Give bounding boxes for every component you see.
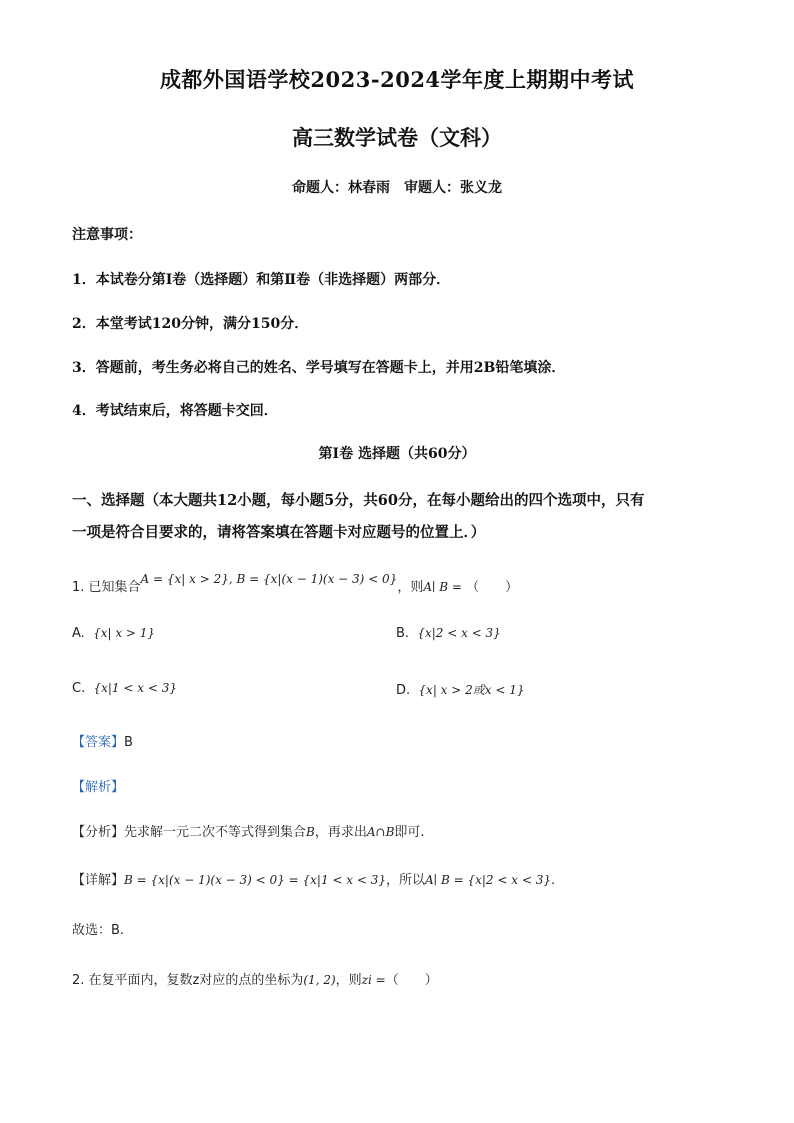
- notice-item-2: 2．本堂考试120分钟，满分150分．: [72, 316, 309, 332]
- answer-value: B: [124, 735, 133, 750]
- section-instruction-line-1: 一、选择题（本大题共12小题，每小题5分，共60分，在每小题给出的四个选项中，只有: [72, 492, 645, 509]
- q1-option-d: D. {x| x > 2或x < 1}: [396, 683, 525, 698]
- notice-heading: 注意事项：: [72, 227, 142, 243]
- question-1-prefix: 1. 已知集合: [72, 580, 141, 595]
- q1-option-d-value: {x| x > 2或x < 1}: [418, 683, 525, 697]
- question-1: [72, 572, 519, 595]
- question-2: 2. 在复平面内，复数z对应的点的坐标为(1, 2)，则zi =（ ）: [72, 973, 438, 988]
- question-1-sets: A = {x| x > 2}, B = {x|(x − 1)(x − 3) < 0}: [140, 572, 398, 586]
- section-heading: 第Ⅰ卷 选择题（共60分）: [318, 446, 476, 462]
- section-instruction-line-2: 一项是符合目要求的，请将答案填在答题卡对应题号的位置上．）: [72, 524, 486, 541]
- q1-option-b-value: {x|2 < x < 3}: [417, 626, 501, 640]
- q1-option-c: C. {x|1 < x < 3}: [72, 681, 177, 696]
- q1-option-a: A. {x| x > 1}: [72, 626, 156, 641]
- question-2-coord: (1, 2): [303, 973, 336, 987]
- q1-answer: [72, 731, 133, 750]
- question-2-expr: zi =: [361, 973, 386, 987]
- question-1-expr: A∣ B =: [423, 580, 462, 594]
- notice-item-1: 1．本试卷分第Ⅰ卷（选择题）和第Ⅱ卷（非选择题）两部分．: [72, 272, 451, 288]
- q1-fenxi: 【分析】先求解一元二次不等式得到集合B，再求出A∩B即可.: [72, 825, 425, 840]
- analysis-tag: 【解析】: [72, 780, 125, 795]
- notice-item-3: 3．答题前，考生务必将自己的姓名、学号填写在答题卡上，并用2B铅笔填涂．: [72, 360, 566, 376]
- q1-option-a-value: {x| x > 1}: [93, 626, 156, 640]
- question-1-mid: ，则: [397, 580, 424, 595]
- fenxi-tag: 【分析】: [72, 825, 125, 840]
- exam-subtitle: 高三数学试卷（文科）: [292, 125, 502, 150]
- answer-tag: 【答案】: [72, 735, 125, 750]
- notice-item-4: 4．考试结束后，将答题卡交回．: [72, 403, 278, 419]
- q1-option-b: B. {x|2 < x < 3}: [396, 626, 501, 641]
- question-1-paren: （ ）: [466, 580, 519, 595]
- q1-option-c-value: {x|1 < x < 3}: [93, 681, 177, 695]
- exam-title: 成都外国语学校2023-2024学年度上期期中考试: [159, 67, 635, 92]
- q1-detail: 【详解】B = {x|(x − 1)(x − 3) < 0} = {x|1 < x < 3}，所以A∣ B = {x|2 < x < 3}.: [72, 873, 556, 888]
- detail-tag: 【详解】: [72, 873, 125, 888]
- exam-authors: 命题人：林春雨 审题人：张义龙: [292, 180, 502, 196]
- q1-choice: 故选：B.: [72, 923, 125, 938]
